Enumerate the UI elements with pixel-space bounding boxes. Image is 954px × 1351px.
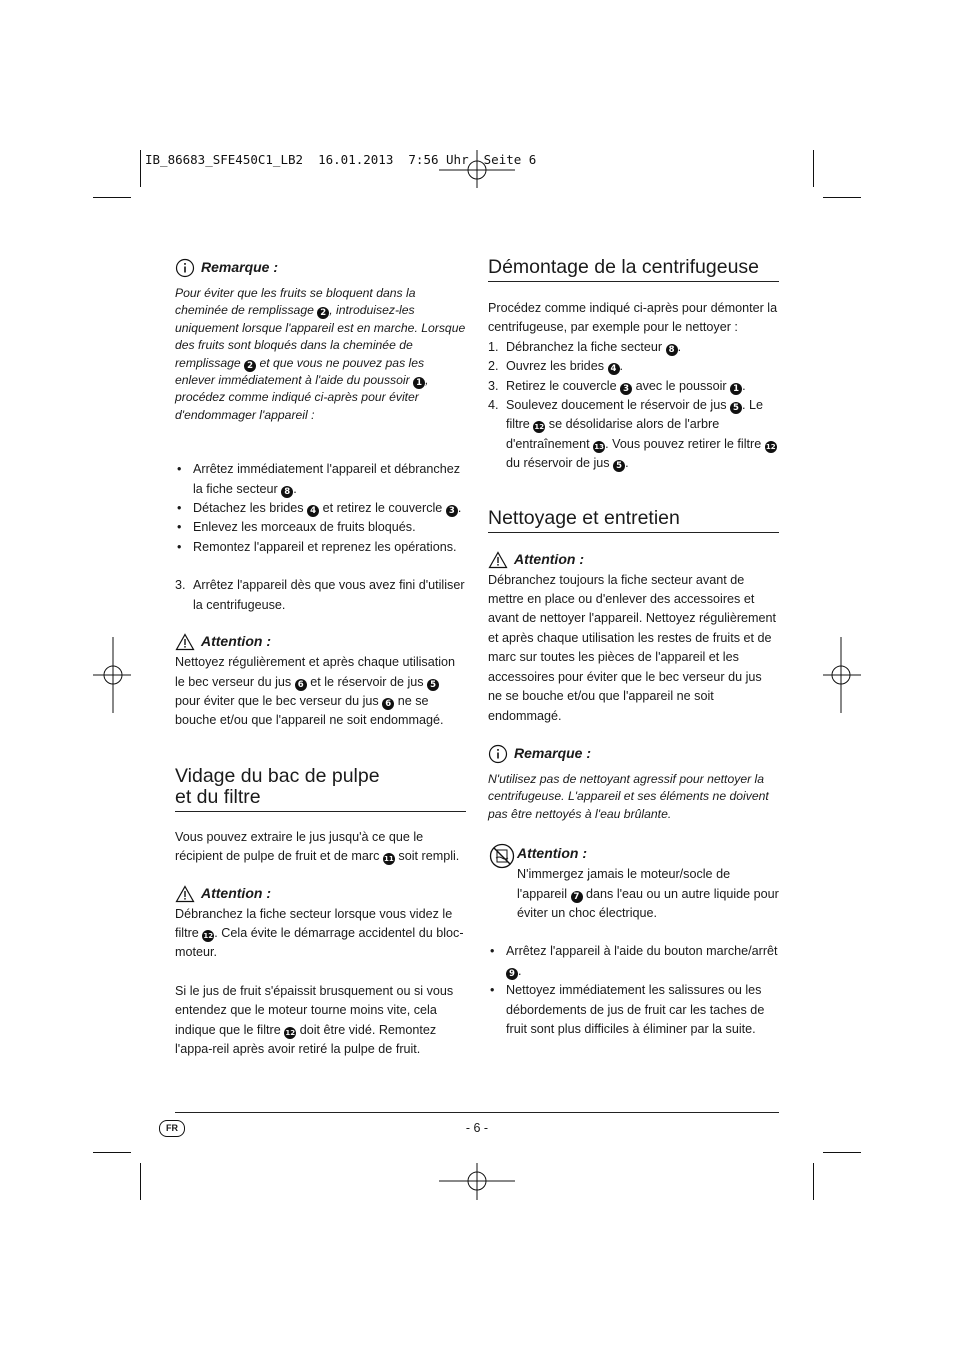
- left-column: [175, 257, 466, 1059]
- attention-heading: Attention :: [175, 631, 466, 653]
- step-3: [175, 576, 466, 615]
- vidage-paragraph: Si le jus de fruit s'épaissit brusquement ou si vous entendez que le moteur tourne moins vite, cela indique que le filtre 12 doit être vidé. Remontez l'appa-reil après avoir retiré la pulpe de fruit.: [175, 983, 454, 1056]
- warning-icon: [175, 885, 195, 903]
- no-water-immersion-icon: [489, 843, 515, 869]
- page-number: - 6 -: [465, 1121, 489, 1135]
- list-item: 3. Retirez le couvercle 3 avec le poussoir 1 .: [488, 378, 746, 394]
- attention-heading: Attention :: [488, 549, 779, 571]
- list-item: • Détachez les brides 4 et retirez le couvercle 3 .: [175, 499, 466, 518]
- info-icon: [175, 258, 195, 278]
- print-slug: IB_86683_SFE450C1_LB2 16.01.2013 7:56 Uhr Seite 6: [145, 152, 537, 167]
- language-badge: FR: [159, 1120, 185, 1137]
- attention-heading: Attention :: [175, 883, 466, 905]
- attention-text: Nettoyez régulièrement et après chaque utilisation le bec verseur du jus 6 et le réservoir de jus 5 pour éviter que le bec verseur du jus 6 ne se bouche et/ou que l'appareil ne soit endommagé.: [175, 655, 456, 728]
- list-item: 2. Ouvrez les brides 4 .: [488, 359, 623, 375]
- remarque-heading: Remarque :: [175, 257, 466, 279]
- list-item: 1. Débranchez la fiche secteur 8 .: [488, 339, 682, 355]
- cleaning-steps: [488, 942, 779, 1039]
- section-title-demontage: Démontage de la centrifugeuse: [488, 257, 779, 282]
- attention-text: Débranchez toujours la fiche secteur avant de mettre en place ou d'enlever des accessoires et avant de nettoyer l'appareil. Nettoyez régulièrement et après chaque utilisation les restes de fruits et de marc sur toutes les pièces de l'appareil et les accessoires pour éviter que le bec verseur du jus ne se bouche et/ou que l'appareil ne soit endommagé.: [488, 572, 777, 723]
- list-item: • Enlevez les morceaux de fruits bloqués.: [175, 518, 466, 537]
- list-item: 3. Arrêtez l'appareil dès que vous avez fini d'utiliser la centrifugeuse.: [175, 578, 465, 612]
- footer-rule: [175, 1112, 779, 1113]
- demontage-steps: [488, 338, 779, 474]
- list-item: • Remontez l'appareil et reprenez les opérations.: [175, 538, 466, 557]
- vidage-intro: Vous pouvez extraire le jus jusqu'à ce que le récipient de pulpe de fruit et de marc 11 soit rempli.: [175, 829, 460, 864]
- info-icon: [488, 744, 508, 764]
- list-item: • Arrêtez l'appareil à l'aide du bouton marche/arrêt 9 .: [488, 942, 779, 981]
- warning-icon: [488, 551, 508, 569]
- section-title-nettoyage: Nettoyage et entretien: [488, 508, 779, 533]
- list-item: 4. Soulevez doucement le réservoir de jus 5 . Le filtre 12 se désolidarise alors de l'arbre d'entraînement 13. Vous pouvez retirer le filtre 12 du réservoir de jus 5 .: [488, 398, 776, 472]
- remarque-text: Pour éviter que les fruits se bloquent dans la cheminée de remplissage 2 , introduisez-les uniquement lorsque l'appareil est en marche. Lorsque des fruits sont bloqués dans la cheminée de remplissage 2 et que vous ne pouvez pas les enlever immédiatement à l'aide du poussoir 1 , procédez comme indiqué ci-après pour éviter d'endommager l'appareil :: [175, 286, 466, 422]
- blocked-fruit-steps: [175, 460, 466, 557]
- remarque-heading: Remarque :: [488, 743, 779, 765]
- demontage-intro: Procédez comme indiqué ci-après pour démonter la centrifugeuse, par exemple pour le nettoyer :: [488, 301, 778, 335]
- attention-heading: Attention :: [517, 845, 587, 862]
- right-column: [488, 257, 779, 1039]
- section-title-vidage: Vidage du bac de pulpe et du filtre: [175, 766, 466, 812]
- warning-icon: [175, 633, 195, 651]
- list-item: • Nettoyez immédiatement les salissures ou les débordements de jus de fruit car les taches de fruit sont plus difficiles à éliminer par la suite.: [488, 981, 779, 1039]
- remarque-text: N'utilisez pas de nettoyant agressif pour nettoyer la centrifugeuse. L'appareil et ses éléments ne doivent pas être nettoyés à l'eau brûlante.: [488, 771, 769, 821]
- attention-text: Débranchez la fiche secteur lorsque vous videz le filtre 12. Cela évite le démarrage accidentel du bloc-moteur.: [175, 906, 464, 960]
- attention-text: N'immergez jamais le moteur/socle de l'appareil 7 dans l'eau ou un autre liquide pour éviter un choc électrique.: [517, 867, 779, 920]
- list-item: • Arrêtez immédiatement l'appareil et débranchez la fiche secteur 8 .: [175, 460, 466, 499]
- no-immersion-warning: [488, 843, 779, 923]
